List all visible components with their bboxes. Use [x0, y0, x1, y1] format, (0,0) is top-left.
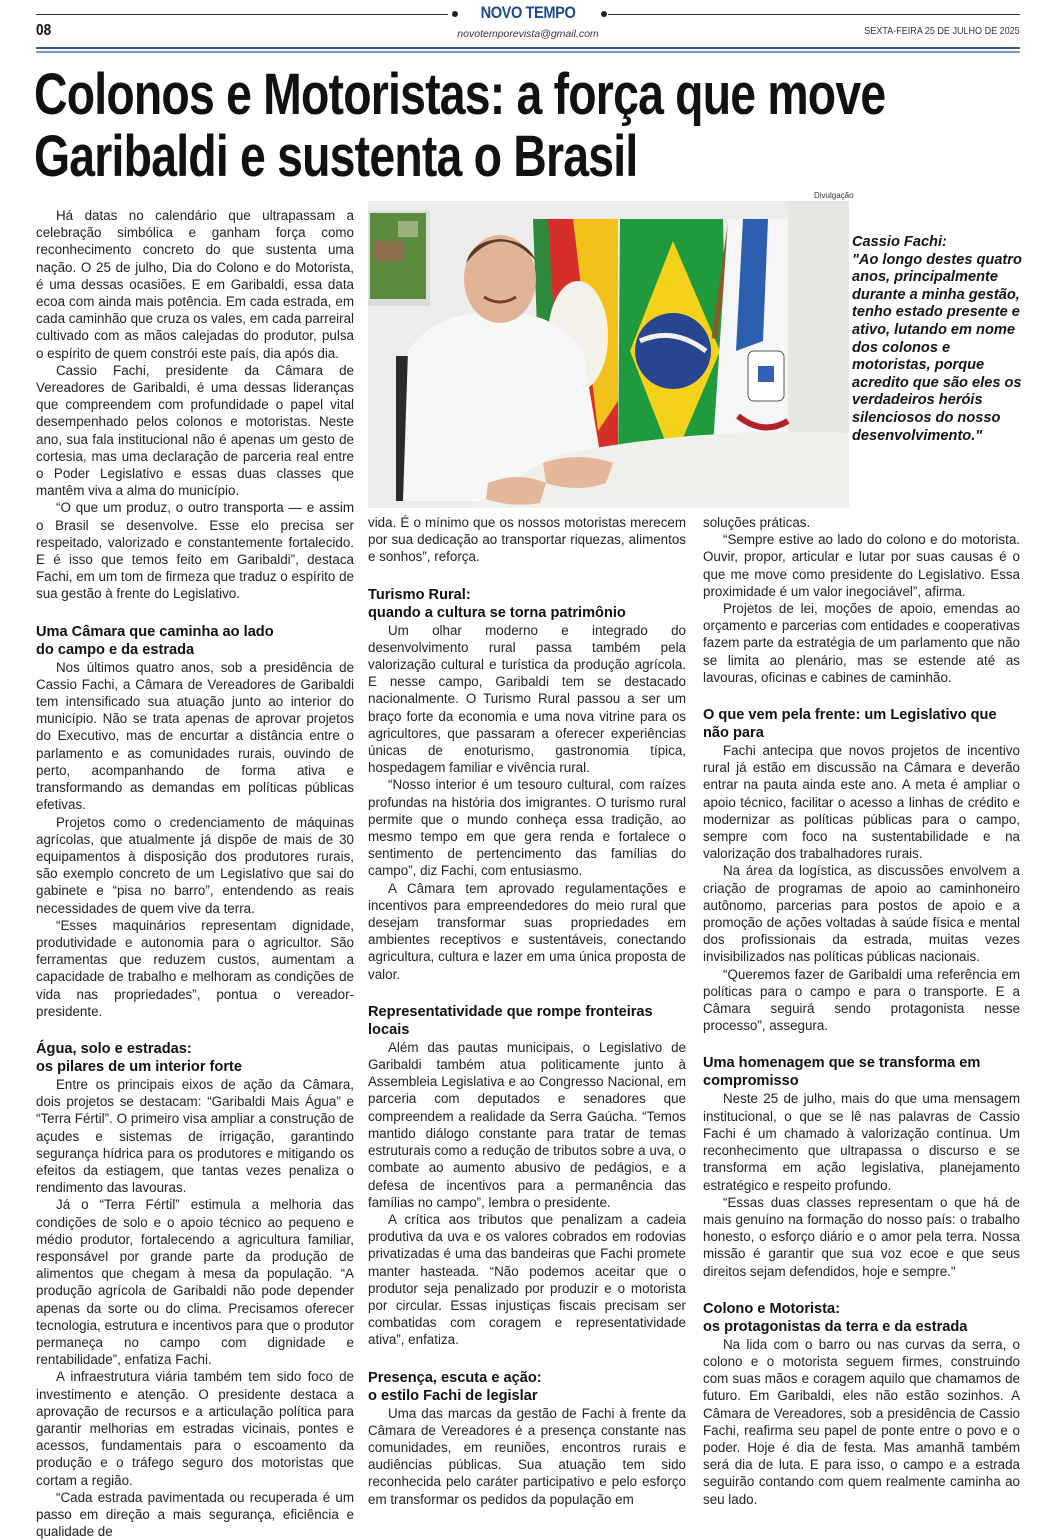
section-heading: [36, 1040, 354, 1076]
heading-line: quando a cultura se torna patrimônio: [368, 604, 626, 621]
section-heading: [703, 1300, 1020, 1336]
heading-line: Turismo Rural:: [368, 586, 471, 603]
paragraph: Neste 25 de julho, mais do que uma mensagem institucional, o que se lê nas palavras de Cassio Fachi é um chamado à valorização contínua. Um reconhecimento que ultrapassa o discurso e se transforma em ação legislativa, planejamento estratégico e respeito profundo.: [703, 1091, 1020, 1193]
article-column-1: [36, 207, 354, 1540]
paragraph: Nos últimos quatro anos, sob a presidência de Cassio Fachi, a Câmara de Vereadores de Garibaldi tem intensificado sua atuação junto ao interior do município. Não se trata apenas de aprovar projetos do Executivo, mas de encurtar a distância entre o parlamento e as comunidades rurais, ouvindo de perto, acompanhando de forma ativa e transformando as demandas em políticas públicas efetivas.: [36, 659, 354, 813]
paragraph: “Queremos fazer de Garibaldi uma referência em políticas para o campo e para o transporte. E a Câmara seguirá sendo protagonista nesse processo”, assegura.: [703, 966, 1020, 1034]
paragraph: “Esses maquinários representam dignidade, produtividade e autonomia para o agricultor. São ferramentas que reduzem custos, aumentam a capacidade de trabalho e melhoram as condições de vida nas propriedades”, pontua o vereador-presidente.: [36, 917, 354, 1019]
heading-line: os protagonistas da terra e da estrada: [703, 1318, 968, 1335]
paragraph: Na lida com o barro ou nas curvas da serra, o colono e o motorista seguem firmes, construindo com suas mãos e coragem aquilo que chamamos de futuro. Em Garibaldi, eles não estão sozinhos. A Câmara de Vereadores, sob a presidência de Cassio Fachi, reafirma seu papel de ponte entre o povo e o poder. Hoje é dia de festa. Mas amanhã também será dia de luta. E para isso, o campo e a estrada seguirão contando com quem realmente caminha ao seu lado.: [703, 1336, 1020, 1507]
paragraph: Projetos de lei, moções de apoio, emendas ao orçamento e parcerias com entidades e cooperativas fazem parte da estratégia de um parlamento que não se limita ao plenário, mas se estende até as lavouras, oficinas e cabines de caminhão.: [703, 601, 1020, 685]
paragraph: Um olhar moderno e integrado do desenvolvimento rural passa também pela valorização cultural e turística da produção agrícola. E nesse campo, Garibaldi tem se destacado nacionalmente. O Turismo Rural passou a ser um braço forte da economia e uma nova vitrine para os agricultores, que passaram a oferecer experiências únicas de enoturismo, gastronomia típica, hospedagem familiar e vivência rural.: [368, 622, 686, 776]
heading-line: os pilares de um interior forte: [36, 1058, 242, 1075]
paragraph: “O que um produz, o outro transporta — e assim o Brasil se desenvolve. Esse elo precisa ser respeitado, valorizado e constantemente fortalecido. E é isso que temos feito em Garibaldi”, destaca Fachi, em um tom de firmeza que traduz o espírito de sua gestão à frente do Legislativo.: [36, 500, 354, 602]
article-headline: Colonos e Motoristas: a força que move Garibaldi e sustenta o Brasil: [34, 62, 886, 189]
paragraph: Fachi antecipa que novos projetos de incentivo rural já estão em discussão na Câmara e deverão entrar na pauta ainda este ano. A meta é ampliar o apoio técnico, facilitar o acesso a linhas de crédito e modernizar as políticas públicas para o campo, sempre com foco na sustentabilidade e na valorização dos trabalhadores rurais.: [703, 743, 1020, 862]
paragraph: “Nosso interior é um tesouro cultural, com raízes profundas na história dos imigrantes. O turismo rural permite que o mundo conheça essa tradição, ao mesmo tempo em que gera renda e fortalece o sentimento de pertencimento das famílias do campo”, diz Fachi, com entusiasmo.: [368, 777, 686, 879]
masthead-rule-left: [36, 14, 448, 15]
article-column-3: [703, 514, 1020, 1508]
section-heading: Representatividade que rompe fronteiras locais: [368, 1003, 653, 1038]
issue-date: SEXTA-FEIRA 25 DE JULHO DE 2025: [864, 25, 1020, 37]
heading-line: Presença, escuta e ação:: [368, 1369, 542, 1386]
heading-line: Uma Câmara que caminha ao lado: [36, 623, 274, 640]
contact-email[interactable]: novotemporevista@gmail.com: [457, 28, 599, 40]
page-number: 08: [36, 22, 52, 39]
pull-quote: [852, 234, 1024, 445]
paragraph: Há datas no calendário que ultrapassam a celebração simbólica e ganham força como reconhecimento concreto do que sustenta uma nação. O 25 de julho, Dia do Colono e do Motorista, é uma dessas ocasiões. E em Garibaldi, essa data ecoa com ainda mais potência. Em cada estrada, em cada caminhão que cruza os vales, em cada parreiral cultivado com as mãos calejadas do produtor, pulsa o espírito de quem constrói este país, dia após dia.: [36, 208, 354, 361]
heading-line: Colono e Motorista:: [703, 1300, 841, 1317]
section-heading: [36, 623, 354, 659]
photo-icon: [368, 201, 849, 508]
paragraph: “Cada estrada pavimentada ou recuperada é um passo em direção a mais segurança, eficiência e qualidade de: [36, 1489, 354, 1540]
paragraph: Já o “Terra Fértil” estimula a melhoria das condições de solo e o apoio técnico ao pequeno e médio produtor, fortalecendo a agricultura familiar, responsável por grande parte da produção de alimentos que chegam à mesa da população. “A produção agrícola de Garibaldi não pode depender apenas da sorte ou do clima. Precisamos oferecer tecnologia, estrutura e incentivos para que o produtor permaneça no campo com dignidade e rentabilidade”, enfatiza Fachi.: [36, 1197, 354, 1368]
masthead-dot-left: [452, 11, 458, 17]
photo-credit: Divulgação: [814, 191, 854, 200]
paragraph-continuation: soluções práticas.: [703, 515, 811, 530]
paragraph: Projetos como o credenciamento de máquinas agrícolas, que atualmente já dispõe de mais de 30 equipamentos à disposição dos produtores rurais, são exemplo concreto de um Legislativo que sai do gabinete e “pisa no barro”, entendendo as reais necessidades de quem vive da terra.: [36, 814, 354, 916]
paragraph: “Essas duas classes representam o que há de mais genuíno na formação do nosso país: o trabalho honesto, o esforço diário e o amor pela terra. Nossa missão é garantir que sua voz ecoe e que seus direitos sejam defendidos, hoje e sempre.": [703, 1194, 1020, 1279]
masthead-divider: [36, 47, 1020, 53]
section-heading: Uma homenagem que se transforma em compromisso: [703, 1055, 981, 1090]
paragraph: Na área da logística, as discussões envolvem a criação de programas de apoio ao caminhoneiro autônomo, parcerias para postos de apoio e a promoção de ações voltadas à saúde física e mental dos profissionais da estrada, muitas vezes invisibilizados nas políticas públicas nacionais.: [703, 863, 1020, 965]
heading-line: o estilo Fachi de legislar: [368, 1387, 538, 1404]
article-photo: [368, 201, 849, 508]
paragraph: A infraestrutura viária também tem sido foco de investimento e atenção. O presidente destaca a aprovação de recursos e a articulação política para garantir melhorias em estradas vicinais, pontes e acessos, fundamentais para o escoamento da produção e o tráfego seguro dos motoristas que cortam a região.: [36, 1369, 354, 1488]
paragraph-continuation: vida. É o mínimo que os nossos motoristas merecem por sua dedicação ao transportar riquezas, alimentos e sonhos”, reforça.: [368, 515, 686, 565]
paragraph: “Sempre estive ao lado do colono e do motorista. Ouvir, propor, articular e lutar por suas causas é o que me move como presidente do Legislativo. Essa proximidade é um valor inegociável”, afirma.: [703, 532, 1020, 599]
section-heading: [368, 586, 686, 622]
paragraph: Entre os principais eixos de ação da Câmara, dois projetos se destacam: “Garibaldi Mais Água” e “Terra Fértil”. O primeiro visa ampliar a construção de açudes e sistemas de irrigação, garantindo segurança hídrica para os produtores e mitigando os efeitos da estiagem, que tantas vezes penaliza o rendimento das lavouras.: [36, 1076, 354, 1196]
article-column-2: [368, 514, 686, 1508]
masthead-dot-right: [601, 11, 607, 17]
paragraph: A crítica aos tributos que penalizam a cadeia produtiva da uva e os valores cobrados em rodovias privatizadas é uma das bandeiras que Fachi promete manter hasteada. “Não podemos aceitar que o produtor seja penalizado por produzir e o motorista por circular. Essas injustiças fiscais precisam ser combatidas com coragem e representatividade ativa”, enfatiza.: [368, 1211, 686, 1348]
publication-name: NOVO TEMPO: [480, 3, 576, 22]
section-heading: O que vem pela frente: um Legislativo que não para: [703, 707, 997, 742]
masthead-rule-right: [608, 14, 1020, 15]
paragraph: A Câmara tem aprovado regulamentações e incentivos para empreendedores do meio rural que desejam transformar suas propriedades em ambientes receptivos e sustentáveis, conectando agricultura, cultura e lazer em uma única proposta de valor.: [368, 880, 686, 982]
paragraph: Cassio Fachi, presidente da Câmara de Vereadores de Garibaldi, é uma dessas lideranças que compreendem com profundidade o papel vital desempenhado pelos colonos e motoristas. Neste ano, sua fala institucional não é apenas um gesto de cortesia, mas uma declaração de parceria real entre o Poder Legislativo e essas duas classes que mantêm viva a alma do município.: [36, 362, 354, 499]
heading-line: do campo e da estrada: [36, 641, 195, 658]
pull-quote-speaker: Cassio Fachi:: [852, 234, 947, 250]
section-heading: [368, 1369, 686, 1405]
pull-quote-text: "Ao longo destes quatro anos, principalmente durante a minha gestão, tenho estado presente e ativo, lutando em nome dos colonos e motoristas, porque acredito que são eles os verdadeiros heróis silenciosos do nosso desenvolvimento.": [852, 251, 1022, 444]
paragraph: Além das pautas municipais, o Legislativo de Garibaldi também atua politicamente junto à Assembleia Legislativa e ao Congresso Nacional, em parceria com deputados e senadores que compreendem a realidade da Serra Gaúcha. “Temos mantido diálogo constante para tratar de temas estruturais como a redução de tributos sobre a uva, o combate ao aumento abusivo de pedágios, e a defesa de incentivos para a permanência das famílias no campo”, lembra o presidente.: [368, 1039, 686, 1210]
paragraph: Uma das marcas da gestão de Fachi à frente da Câmara de Vereadores é a presença constante nas comunidades, em reuniões, encontros rurais e audiências públicas. Sua atuação tem sido reconhecida pelo caráter participativo e pelo esforço em transformar os pedidos da população em: [368, 1405, 686, 1507]
heading-line: Água, solo e estradas:: [36, 1040, 192, 1057]
